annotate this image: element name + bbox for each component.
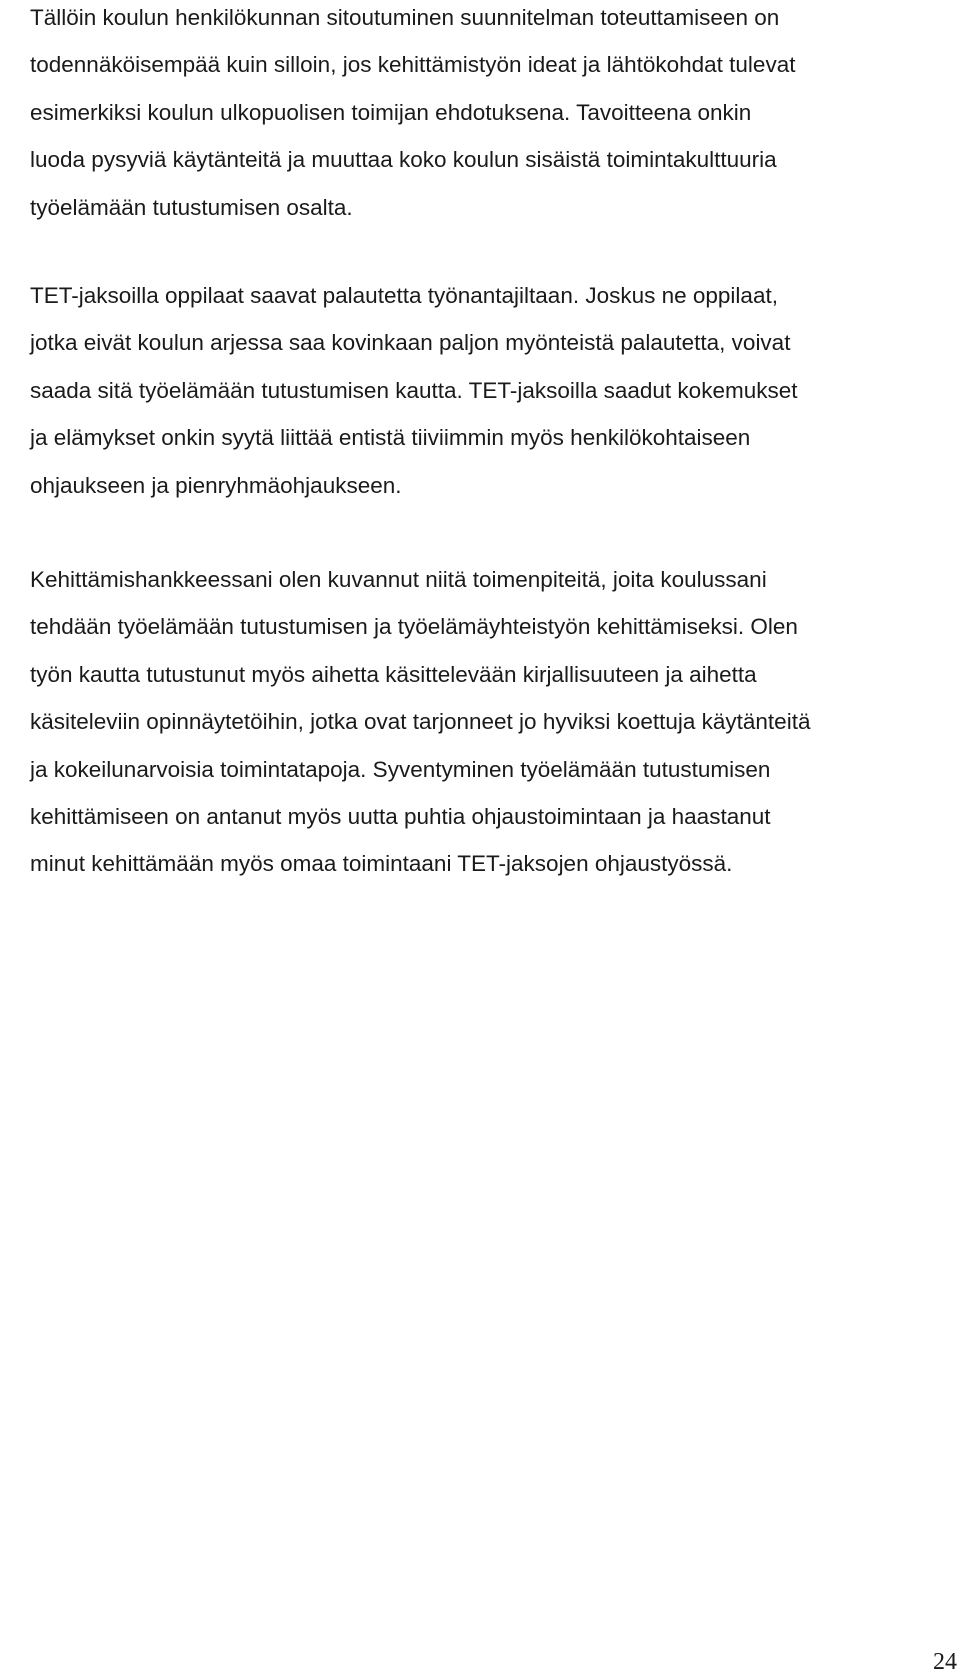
text-line: saada sitä työelämään tutustumisen kautta. TET-jaksoilla saadut kokemukset [30,377,798,403]
text-line: ja kokeilunarvoisia toimintatapoja. Syventyminen työelämään tutustumisen [30,756,771,782]
text-line: Kehittämishankkeessani olen kuvannut niitä toimenpiteitä, joita koulussani [30,567,767,592]
text-line: minut kehittämään myös omaa toimintaani TET-jaksojen ohjaustyössä. [30,851,733,877]
text-line: TET-jaksoilla oppilaat saavat palautetta työnantajiltaan. Joskus ne oppilaat, [30,283,778,308]
text-line: ja elämykset onkin syytä liittää entistä tiiviimmin myös henkilökohtaiseen [30,425,751,451]
paragraph-1 [30,0,950,231]
text-line: työn kautta tutustunut myös aihetta käsittelevään kirjallisuuteen ja aihetta [30,661,757,687]
text-line: kehittämiseen on antanut myös uutta puhtia ohjaustoimintaan ja haastanut [30,803,771,829]
text-line: jotka eivät koulun arjessa saa kovinkaan paljon myönteistä palautetta, voivat [30,330,791,356]
text-line: tehdään työelämään tutustumisen ja työelämäyhteistyön kehittämiseksi. Olen [30,614,798,640]
text-line: todennäköisempää kuin silloin, jos kehittämistyön ideat ja lähtökohdat tulevat [30,52,796,78]
paragraph-3 [30,556,950,888]
text-line: luoda pysyviä käytänteitä ja muuttaa koko koulun sisäistä toimintakulttuuria [30,147,777,173]
text-line: ohjaukseen ja pienryhmäohjaukseen. [30,472,402,498]
text-line: esimerkiksi koulun ulkopuolisen toimijan ehdotuksena. Tavoitteena onkin [30,99,752,125]
text-line: työelämään tutustumisen osalta. [30,194,353,220]
text-line: Tällöin koulun henkilökunnan sitoutuminen suunnitelman toteuttamiseen on [30,5,780,30]
page-number: 24 [933,1649,957,1675]
text-line: käsiteleviin opinnäytetöihin, jotka ovat tarjonneet jo hyviksi koettuja käytänteitä [30,709,811,735]
paragraph-2 [30,272,950,509]
